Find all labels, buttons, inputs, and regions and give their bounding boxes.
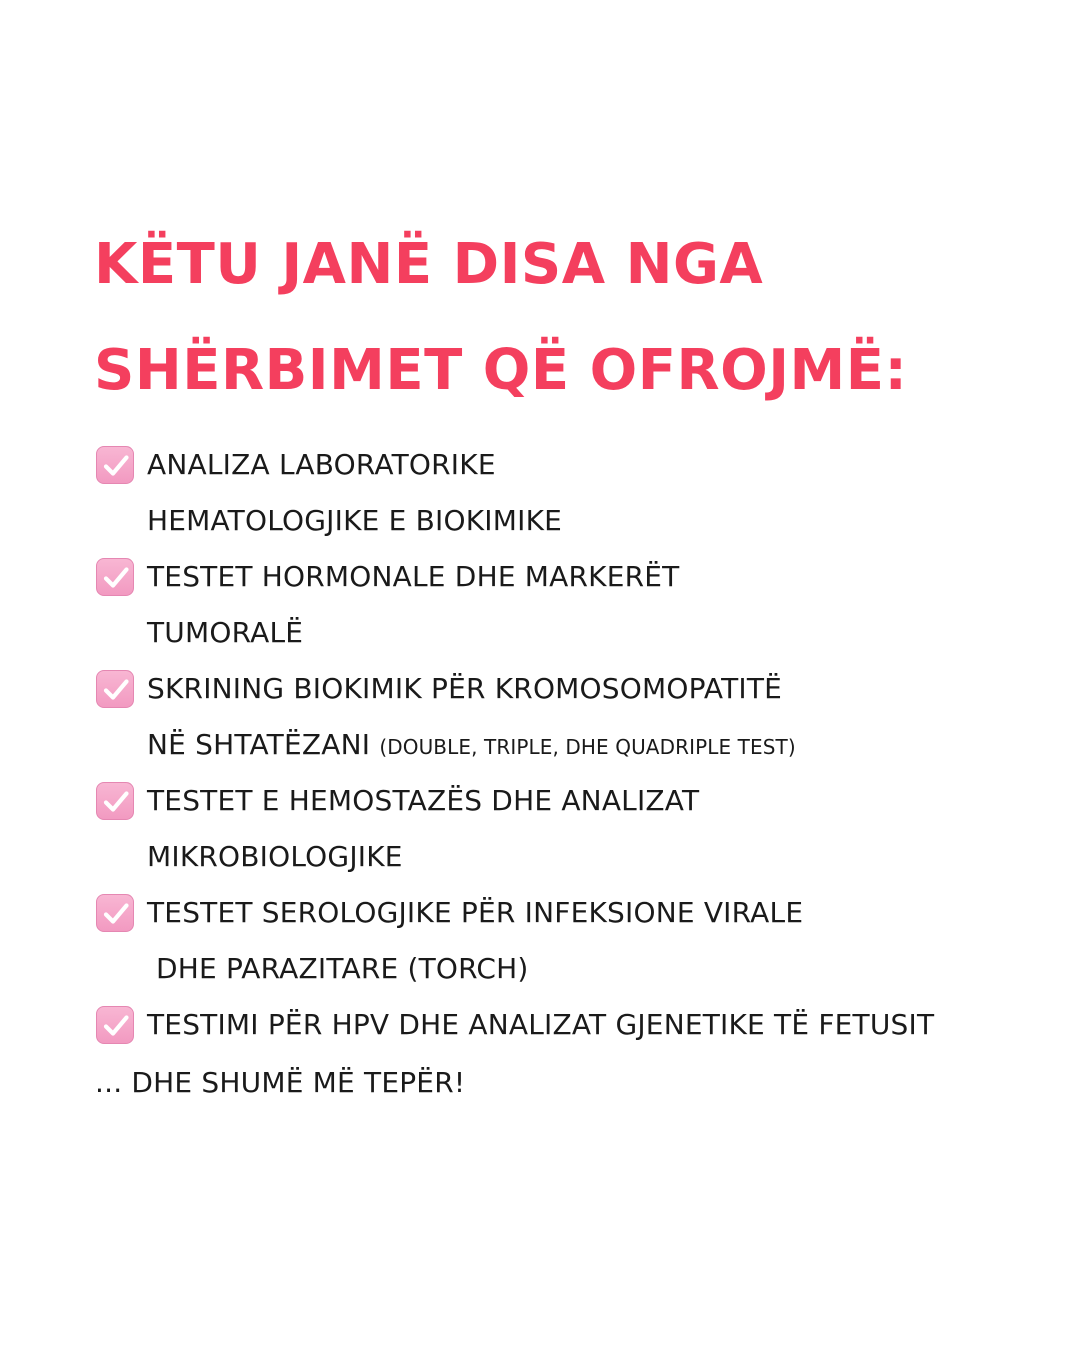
footer-text: ... DHE SHUMË MË TEPËR! <box>95 1066 466 1099</box>
check-mark-button-icon <box>96 670 134 708</box>
service-item-serological-tests <box>96 885 934 997</box>
service-line: ANALIZA LABORATORIKE <box>147 448 496 481</box>
service-line-text: NË SHTATËZANI <box>147 728 371 761</box>
service-line-continued: DHE PARAZITARE (TORCH) <box>156 952 529 985</box>
service-item-hemostasis-tests <box>96 773 934 885</box>
service-line-continued <box>147 717 934 773</box>
service-item-hormonal-tests <box>96 549 934 661</box>
check-mark-button-icon <box>96 782 134 820</box>
service-line: TESTET E HEMOSTAZËS DHE ANALIZAT <box>147 784 700 817</box>
service-line-continued: MIKROBIOLOGJIKE <box>147 840 403 873</box>
service-line: TESTET SEROLOGJIKE PËR INFEKSIONE VIRALE <box>147 896 804 929</box>
service-line: TESTIMI PËR HPV DHE ANALIZAT GJENETIKE TË FETUSIT <box>147 1008 935 1041</box>
check-mark-button-icon <box>96 446 134 484</box>
service-line-continued: HEMATOLOGJIKE E BIOKIMIKE <box>147 504 563 537</box>
title-line-2: SHËRBIMET QË OFROJMË: <box>94 338 908 403</box>
page-title <box>94 212 907 424</box>
service-line-continued: TUMORALË <box>147 616 304 649</box>
services-list <box>96 437 934 1053</box>
check-mark-button-icon <box>96 1006 134 1044</box>
check-mark-button-icon <box>96 894 134 932</box>
check-mark-button-icon <box>96 558 134 596</box>
service-item-lab-analysis <box>96 437 934 549</box>
service-item-hpv-genetic-tests <box>96 997 934 1053</box>
title-line-1: KËTU JANË DISA NGA <box>94 232 764 297</box>
service-note: (DOUBLE, TRIPLE, DHE QUADRIPLE TEST) <box>379 735 796 759</box>
service-line: SKRINING BIOKIMIK PËR KROMOSOMOPATITË <box>147 672 783 705</box>
service-line: TESTET HORMONALE DHE MARKERËT <box>147 560 680 593</box>
service-item-biochemical-screening <box>96 661 934 773</box>
